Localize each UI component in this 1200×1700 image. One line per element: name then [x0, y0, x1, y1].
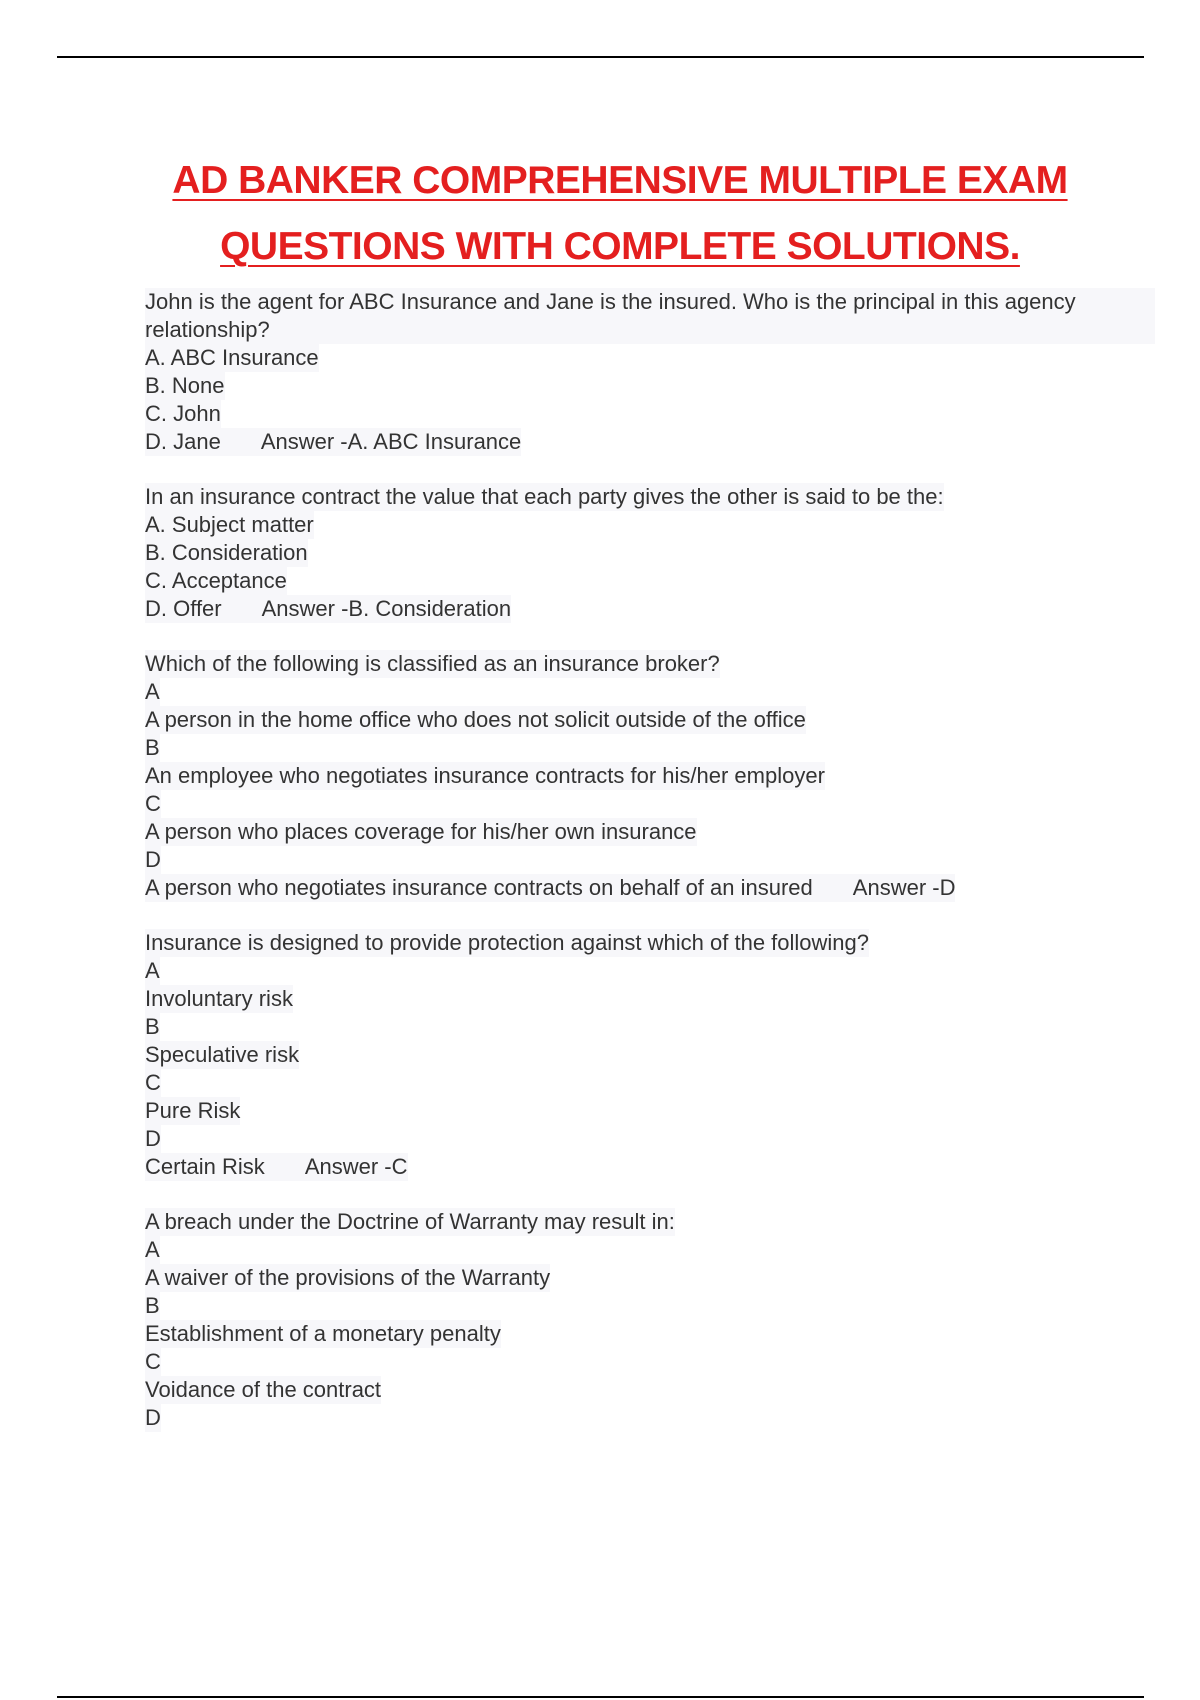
question-stem: A breach under the Doctrine of Warranty may result in:: [145, 1209, 675, 1234]
footer-rule: [57, 1696, 1144, 1698]
question-3: [145, 650, 1155, 902]
question-stem: In an insurance contract the value that each party gives the other is said to be the:: [145, 484, 944, 509]
option: A person who places coverage for his/her own insurance: [145, 819, 697, 844]
question-list: [145, 288, 1155, 1432]
option: C. John: [145, 401, 221, 426]
question-5: [145, 1208, 1155, 1432]
answer-text: Answer -B. Consideration: [261, 596, 512, 621]
title-line-1: AD BANKER COMPREHENSIVE MULTIPLE EXAM: [172, 159, 1068, 202]
option-with-answer: [145, 428, 521, 456]
answer-text: Answer -A. ABC Insurance: [260, 429, 522, 454]
option: D. Offer: [145, 596, 222, 621]
option: Establishment of a monetary penalty: [145, 1321, 501, 1346]
option-letter: C: [145, 791, 161, 816]
option: B. None: [145, 373, 225, 398]
option-with-answer: [145, 595, 511, 623]
option-with-answer: [145, 1153, 408, 1181]
question-4: [145, 929, 1155, 1181]
option-letter: D: [145, 847, 161, 872]
header-rule: [57, 56, 1144, 58]
question-1: [145, 288, 1155, 456]
option: Voidance of the contract: [145, 1377, 382, 1402]
answer-text: Answer -D: [852, 875, 956, 900]
option-letter: A: [145, 958, 160, 983]
option: A waiver of the provisions of the Warranty: [145, 1265, 551, 1290]
question-stem: Which of the following is classified as an insurance broker?: [145, 651, 720, 676]
option: A person in the home office who does not solicit outside of the office: [145, 707, 806, 732]
question-stem: John is the agent for ABC Insurance and Jane is the insured. Who is the principal in this agency relationship?: [145, 288, 1155, 344]
option-letter: A: [145, 679, 160, 704]
option-letter: C: [145, 1349, 161, 1374]
document-title: [80, 148, 1160, 280]
option-letter: C: [145, 1070, 161, 1095]
option-letter: A: [145, 1237, 160, 1262]
question-stem: Insurance is designed to provide protection against which of the following?: [145, 930, 870, 955]
option: Speculative risk: [145, 1042, 300, 1067]
option: Pure Risk: [145, 1098, 241, 1123]
option-letter: B: [145, 735, 160, 760]
option-with-answer: [145, 874, 955, 902]
option: Involuntary risk: [145, 986, 293, 1011]
option: Certain Risk: [145, 1154, 265, 1179]
title-line-2: QUESTIONS WITH COMPLETE SOLUTIONS.: [220, 225, 1020, 268]
option-letter: D: [145, 1126, 161, 1151]
question-2: [145, 483, 1155, 623]
option: C. Acceptance: [145, 568, 287, 593]
option: A. ABC Insurance: [145, 345, 319, 370]
option-letter: B: [145, 1014, 160, 1039]
option: B. Consideration: [145, 540, 308, 565]
option-letter: D: [145, 1405, 161, 1430]
option-letter: B: [145, 1293, 160, 1318]
option: A person who negotiates insurance contracts on behalf of an insured: [145, 875, 813, 900]
option: An employee who negotiates insurance contracts for his/her employer: [145, 763, 825, 788]
option: A. Subject matter: [145, 512, 314, 537]
answer-text: Answer -C: [304, 1154, 408, 1179]
option: D. Jane: [145, 429, 221, 454]
